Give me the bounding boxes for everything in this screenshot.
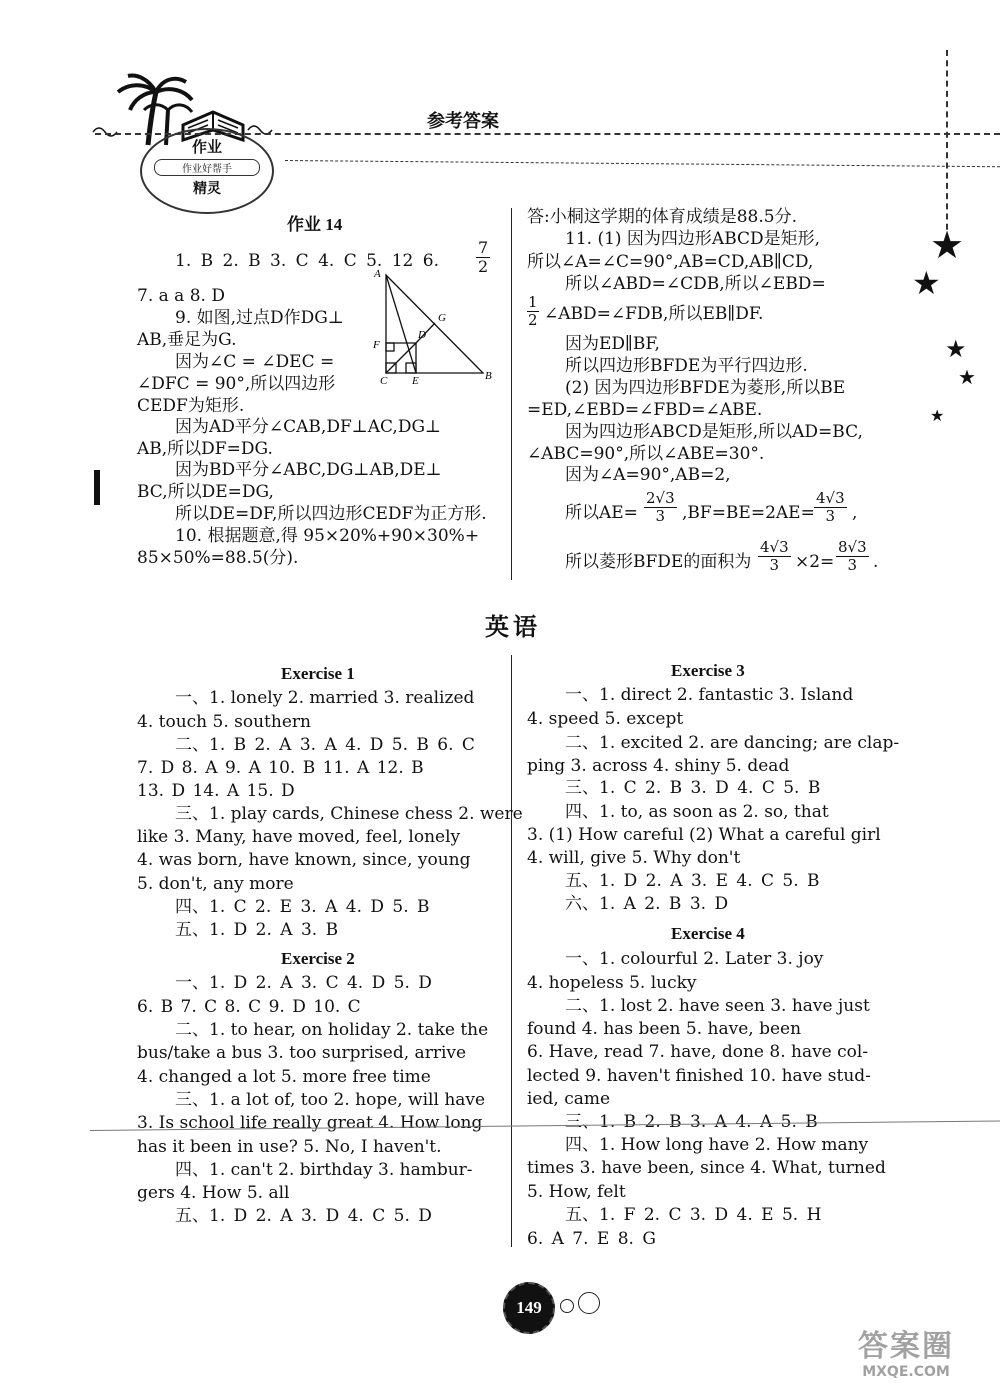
english-right-line: times 3. have been, since 4. What, turned <box>527 1158 886 1178</box>
math-right-line: ∠ABC=90°,所以∠ABE=30°. <box>527 444 765 464</box>
fraction-8r3 <box>836 539 869 574</box>
english-left-line: 二、1. to hear, on holiday 2. take the <box>175 1020 489 1040</box>
english-left-line: like 3. Many, have moved, feel, lonely <box>137 827 461 847</box>
english-column-divider <box>511 655 512 1247</box>
math-left-line: 9. 如图,过点D作DG⊥ <box>175 308 344 328</box>
math-left-line: ∠DFC = 90°,所以四边形 <box>137 374 336 394</box>
english-left-line: 四、1. can't 2. birthday 3. hambur- <box>175 1160 473 1180</box>
badge-top: 作业 <box>191 138 222 156</box>
english-right-line: 6. Have, read 7. have, done 8. have col- <box>527 1042 869 1062</box>
english-left-line: 一、1. lonely 2. married 3. realized <box>175 688 475 708</box>
english-left-line: 4. was born, have known, since, young <box>137 850 471 870</box>
english-left-line: has it been in use? 5. No, I haven't. <box>137 1137 442 1157</box>
english-right-line: 五、1. D 2. A 3. E 4. C 5. B <box>565 871 820 891</box>
english-left-line: 4. touch 5. southern <box>137 712 311 732</box>
english-title: 英语 <box>485 612 541 641</box>
page-number-badge <box>503 1282 555 1334</box>
english-right-line: 五、1. F 2. C 3. D 4. E 5. H <box>565 1205 822 1225</box>
badge-bottom: 精灵 <box>193 181 221 197</box>
math-right-line: (2) 因为四边形BFDE为菱形,所以BE <box>565 378 846 398</box>
math-right-line: ∠ABD=∠FDB,所以EB∥DF. <box>544 304 764 324</box>
english-right-line: 四、1. How long have 2. How many <box>565 1135 869 1155</box>
label-g: G <box>438 312 446 324</box>
english-right-line: 三、1. C 2. B 3. D 4. C 5. B <box>565 778 821 798</box>
fraction-2r3-num: 2√3 <box>646 489 675 507</box>
fraction-2r3 <box>644 490 677 525</box>
english-left-line: 五、1. D 2. A 3. B <box>175 920 339 940</box>
math-left-line: 10. 根据题意,得 95×20%+90×30%+ <box>175 526 480 546</box>
label-f: F <box>373 339 380 351</box>
math-right-line: 所以菱形BFDE的面积为 <box>565 552 752 572</box>
english-right-line: lected 9. haven't finished 10. have stud- <box>527 1066 871 1086</box>
header-badge <box>140 128 274 214</box>
english-left-line: 6. B 7. C 8. C 9. D 10. C <box>137 997 361 1017</box>
label-b: B <box>485 370 492 382</box>
circle-icon <box>578 1292 600 1314</box>
fraction-half <box>527 294 539 329</box>
fraction-8r3-den: 3 <box>847 556 858 574</box>
english-right-line: 3. (1) How careful (2) What a careful girl <box>527 825 881 845</box>
math-right-line: =ED,∠EBD=∠FBD=∠ABE. <box>527 400 763 420</box>
label-a: A <box>374 268 381 280</box>
geometry-figure <box>368 265 503 387</box>
fraction-4r3 <box>814 490 847 525</box>
math-right-line: 因为∠A=90°,AB=2, <box>565 465 731 485</box>
english-left-line: 13. D 14. A 15. D <box>137 781 295 801</box>
english-right-line: 6. A 7. E 8. G <box>527 1229 656 1249</box>
english-right-line: 4. speed 5. except <box>527 709 684 729</box>
math-right-line: 所以四边形BFDE为平行四边形. <box>565 356 808 376</box>
star-icon: ★ <box>912 264 941 302</box>
english-left-line: 3. Is school life really great 4. How long <box>137 1113 483 1133</box>
math-right-line: . <box>873 552 879 572</box>
exercise-heading: Exercise 2 <box>281 949 355 968</box>
math-right-line: 所以∠A=∠C=90°,AB=CD,AB∥CD, <box>527 252 814 272</box>
label-c: C <box>380 375 388 387</box>
english-left-line: gers 4. How 5. all <box>137 1183 290 1203</box>
math-left-line: AB,垂足为G. <box>137 330 237 350</box>
math-right-line: , <box>852 503 858 523</box>
watermark-logo <box>858 1330 954 1380</box>
english-left-line: 三、1. play cards, Chinese chess 2. were <box>175 804 523 824</box>
fraction-2r3-den: 3 <box>655 507 666 525</box>
math-left-line: 因为AD平分∠CAB,DF⊥AC,DG⊥ <box>175 417 442 437</box>
english-right-line: 一、1. direct 2. fantastic 3. Island <box>565 685 854 705</box>
math-left-line: 因为∠C = ∠DEC = <box>175 352 335 372</box>
math-left-line: 因为BD平分∠ABC,DG⊥AB,DE⊥ <box>175 460 442 480</box>
star-icon: ★ <box>945 335 967 363</box>
math-left-line: 所以DE=DF,所以四边形CEDF为正方形. <box>175 504 487 524</box>
math-right-line: 所以AE= <box>565 503 638 523</box>
english-right-line: 四、1. to, as soon as 2. so, that <box>565 802 829 822</box>
english-right-line: 4. hopeless 5. lucky <box>527 973 697 993</box>
star-icon: ★ <box>930 406 945 425</box>
math-right-line: 答:小桐这学期的体育成绩是88.5分. <box>527 207 797 227</box>
math-right-line: 11. (1) 因为四边形ABCD是矩形, <box>565 229 821 249</box>
english-left-line: 一、1. D 2. A 3. C 4. D 5. D <box>175 973 432 993</box>
english-left-line: 五、1. D 2. A 3. D 4. C 5. D <box>175 1206 432 1226</box>
english-left-line: 4. changed a lot 5. more free time <box>137 1067 431 1087</box>
right-margin-dashes <box>946 50 948 240</box>
watermark-text: 答案圈 <box>858 1329 954 1364</box>
fraction-4r3-b <box>758 539 791 574</box>
english-left-line: 二、1. B 2. A 3. A 4. D 5. B 6. C <box>175 735 475 755</box>
header-divider <box>95 133 1000 135</box>
english-right-line: ping 3. across 4. shiny 5. dead <box>527 756 790 776</box>
math-right-line: 因为四边形ABCD是矩形,所以AD=BC, <box>565 422 863 442</box>
badge-mid: 作业好帮手 <box>154 159 260 176</box>
page-number: 149 <box>516 1298 542 1317</box>
math-right-line: ,BF=BE=2AE= <box>682 503 815 523</box>
math-right-line: ×2= <box>795 552 835 572</box>
math-left-line: CEDF为矩形. <box>137 396 245 416</box>
english-right-line: 三、1. B 2. B 3. A 4. A 5. B <box>565 1112 818 1132</box>
exercise-heading: Exercise 4 <box>671 924 745 943</box>
english-right-line: 一、1. colourful 2. Later 3. joy <box>565 949 824 969</box>
fraction-4r3-b-den: 3 <box>769 556 780 574</box>
english-right-line: ied, came <box>527 1089 611 1109</box>
english-left-line: 三、1. a lot of, too 2. hope, will have <box>175 1090 486 1110</box>
english-left-line: bus/take a bus 3. too surprised, arrive <box>137 1043 467 1063</box>
math-right-line: 所以∠ABD=∠CDB,所以∠EBD= <box>565 274 826 294</box>
math-left-line: AB,所以DF=DG. <box>137 439 273 459</box>
left-margin-mark <box>94 470 100 505</box>
english-right-line: found 4. has been 5. have, been <box>527 1019 802 1039</box>
star-icon: ★ <box>930 223 965 267</box>
english-right-line: 六、1. A 2. B 3. D <box>565 894 729 914</box>
header-title: 参考答案 <box>427 111 499 132</box>
fraction-4r3-b-num: 4√3 <box>760 538 789 556</box>
fraction-4r3-num: 4√3 <box>816 489 845 507</box>
fraction-4r3-den: 3 <box>825 507 836 525</box>
math-left-line: 1. B 2. B 3. C 4. C 5. 12 6. <box>175 251 439 271</box>
english-left-line: 7. D 8. A 9. A 10. B 11. A 12. B <box>137 758 424 778</box>
label-d: D <box>418 329 426 341</box>
math-left-line: 85×50%=88.5(分). <box>137 548 299 568</box>
math-heading: 作业 14 <box>287 215 343 234</box>
star-icon: ★ <box>958 365 976 389</box>
watermark-url: MXQE.COM <box>862 1364 950 1380</box>
english-right-line: 4. will, give 5. Why don't <box>527 848 741 868</box>
circle-icon <box>560 1299 574 1313</box>
math-right-line: 因为ED∥BF, <box>565 334 660 354</box>
math-left-line: BC,所以DE=DG, <box>137 482 274 502</box>
fraction-half-num: 1 <box>528 293 538 311</box>
english-right-line: 二、1. excited 2. are dancing; are clap- <box>565 733 900 753</box>
fraction-6-den: 2 <box>478 257 489 276</box>
fraction-6-num: 7 <box>478 238 489 257</box>
fraction-half-den: 2 <box>528 311 538 329</box>
label-e: E <box>412 375 419 387</box>
english-right-line: 5. How, felt <box>527 1182 626 1202</box>
english-left-line: 5. don't, any more <box>137 874 294 894</box>
english-left-line: 四、1. C 2. E 3. A 4. D 5. B <box>175 897 430 917</box>
math-left-line: 7. a a 8. D <box>137 286 225 306</box>
exercise-heading: Exercise 1 <box>281 664 355 683</box>
math-column-divider <box>511 208 512 580</box>
english-right-line: 二、1. lost 2. have seen 3. have just <box>565 996 870 1016</box>
header-divider-2 <box>285 160 1000 167</box>
exercise-heading: Exercise 3 <box>671 661 745 680</box>
fraction-8r3-num: 8√3 <box>838 538 867 556</box>
